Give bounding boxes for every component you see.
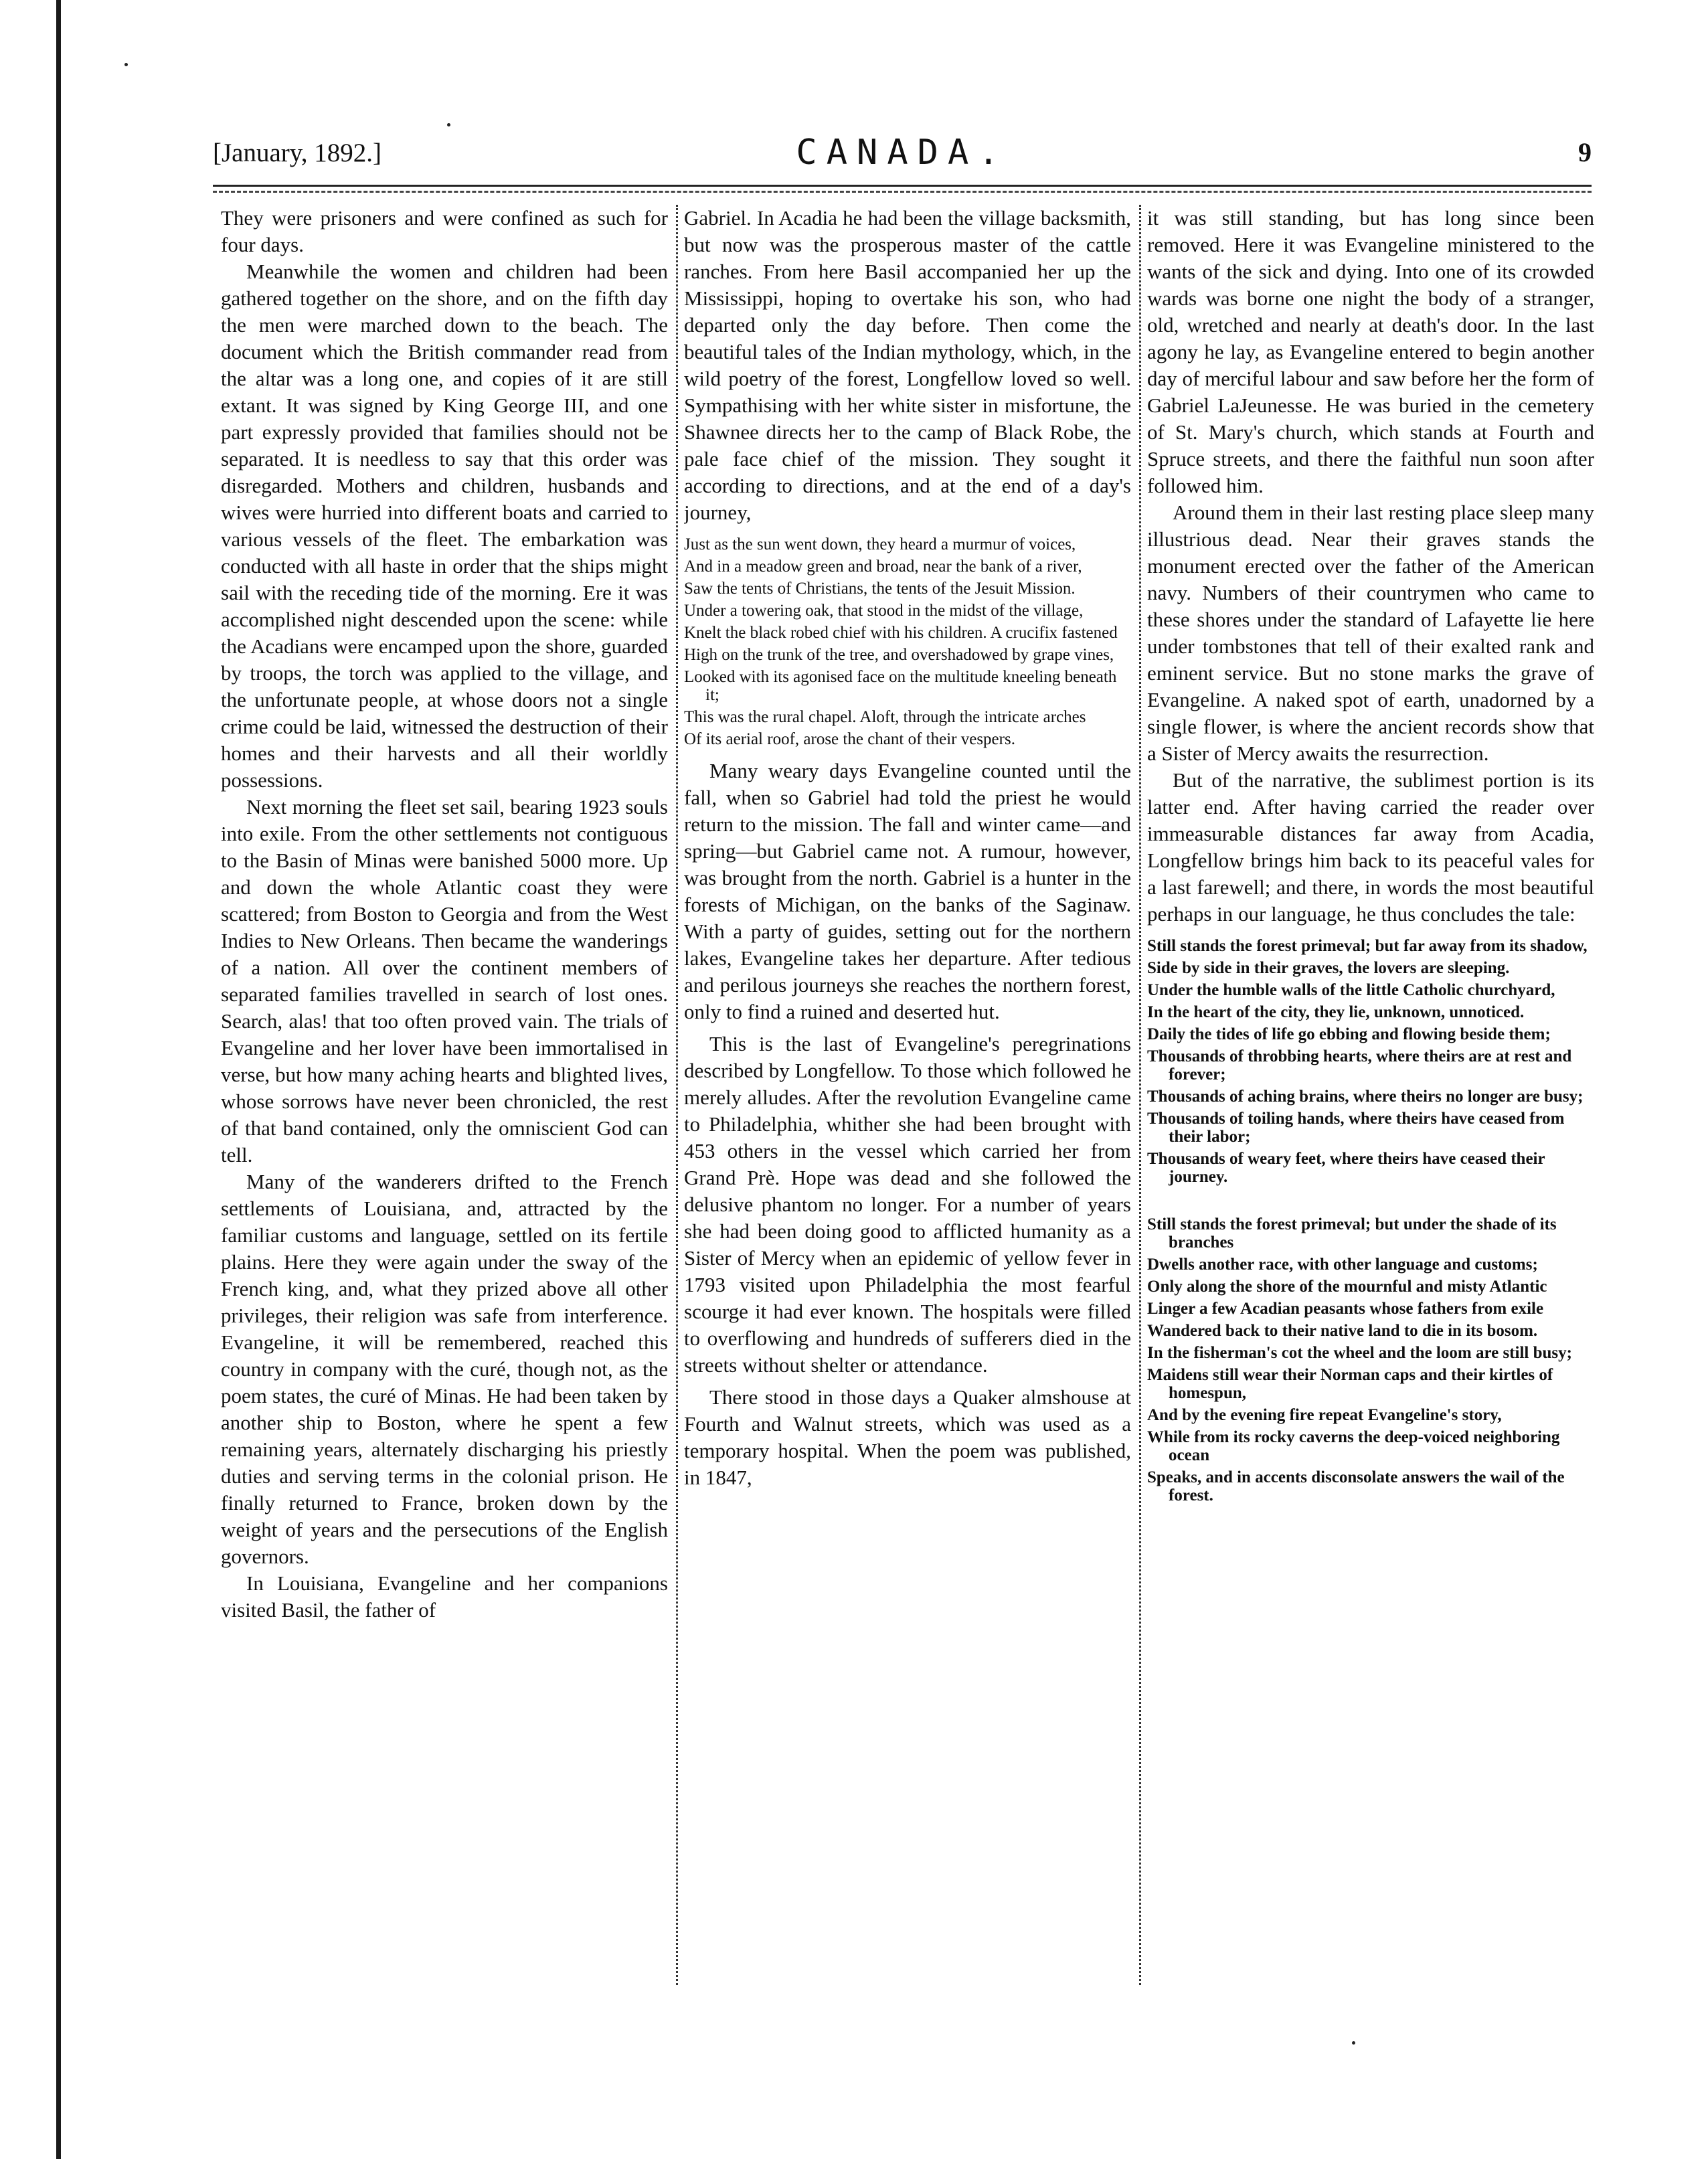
verse-line: And in a meadow green and broad, near the bank of a river,	[684, 557, 1082, 576]
scan-speck	[124, 63, 128, 66]
verse-line: Speaks, and in accents disconsolate answers the wail of the forest.	[1147, 1468, 1565, 1504]
article-paragraph: In Louisiana, Evangeline and her companions visited Basil, the father of	[221, 1571, 668, 1622]
article-paragraph: Many weary days Evangeline counted until the fall, when so Gabriel had told the priest he would return to the mission. The fall and winter came—and spring—but Gabriel came not. A rumour, however, was brought from the north. Gabriel is a hunter in the forests of Michigan, on the banks of the Saginaw. With a party of guides, setting out for the northern lakes, Evangeline takes her departure. After tedious and perilous journeys she reaches the northern forest, only to find a ruined and deserted hut.	[684, 759, 1131, 1023]
article-paragraph: But of the narrative, the sublimest portion is its latter end. After having carried the reader over immeasurable distances far away from Acadia, Longfellow brings him back to its peaceful vales for a last farewell; and there, in words the most beautiful perhaps in our language, he thus concludes the tale:	[1147, 768, 1594, 926]
verse-line: Still stands the forest primeval; but under the shade of its branches	[1147, 1215, 1557, 1251]
article-paragraph: Meanwhile the women and children had been gathered together on the shore, and on the fifth day the men were marched down to the beach. The document which the British commander read from the altar was a long one, and copies of it are still extant. It was signed by King George III, and one part expressly provided that families should not be separated. It is needless to say that this order was disregarded. Mothers and children, husbands and wives were hurried into different boats and carried to various vessels of the fleet. The embarkation was conducted with all haste in order that the ships might sail with the receding tide of the morning. Ere it was accomplished night descended upon the scene: while the Acadians were encamped upon the shore, guarded by troops, the torch was applied to the village, and the unfortunate people, at whose doors not a single crime could be laid, witnessed the destruction of their homes and their harvests and all their worldly possessions.	[221, 260, 668, 792]
verse-line: Under the humble walls of the little Catholic churchyard,	[1147, 981, 1555, 999]
verse-line: Thousands of throbbing hearts, where theirs are at rest and forever;	[1147, 1047, 1572, 1084]
column-2	[684, 205, 1131, 1985]
verse-line: Linger a few Acadian peasants whose fathers from exile	[1147, 1300, 1544, 1318]
header-rule-dashed	[213, 191, 1592, 193]
verse-line: In the heart of the city, they lie, unknown, unnoticed.	[1147, 1003, 1525, 1021]
verse-line: Maidens still wear their Norman caps and their kirtles of homespun,	[1147, 1366, 1553, 1402]
article-paragraph: There stood in those days a Quaker almshouse at Fourth and Walnut streets, which was used as a temporary hospital. When the poem was published, in 1847,	[684, 1385, 1131, 1489]
verse-quotation	[684, 535, 1131, 748]
verse-quotation	[1147, 937, 1594, 1186]
verse-line: Daily the tides of life go ebbing and flowing beside them;	[1147, 1025, 1551, 1043]
verse-line: Side by side in their graves, the lovers are sleeping.	[1147, 959, 1510, 977]
scan-speck	[447, 123, 450, 126]
article-paragraph: Next morning the fleet set sail, bearing 1923 souls into exile. From the other settlements not contiguous to the Basin of Minas were banished 5000 more. Up and down the whole Atlantic coast they were scattered; from Boston to Georgia and from the West Indies to New Orleans. Then became the wanderings of a nation. All over the continent members of separated families travelled in search of lost ones. Search, alas! that too often proved vain. The trials of Evangeline and her lover have been immortalised in verse, but how many aching hearts and blighted lives, whose sorrows have never been chronicled, the rest of that band contained, only the omniscient God can tell.	[221, 795, 668, 1167]
article-paragraph: Around them in their last resting place sleep many illustrious dead. Near their graves stands the monument erected over the father of the American navy. Numbers of their countrymen who came to these shores under the standard of Lafayette lie here under tombstones that tell of their exalted rank and eminent service. But no stone marks the grave of Evangeline. A naked spot of earth, unadorned by a single flower, is where the ancient records show that a Sister of Mercy awaits the resurrection.	[1147, 501, 1594, 765]
verse-line: Dwells another race, with other language and customs;	[1147, 1256, 1538, 1274]
verse-line: High on the trunk of the tree, and overshadowed by grape vines,	[684, 646, 1114, 664]
column-separator	[1139, 205, 1141, 1985]
column-separator	[676, 205, 678, 1985]
column-1	[221, 205, 668, 1985]
verse-line: Of its aerial roof, arose the chant of their vespers.	[684, 730, 1015, 748]
article-paragraph: it was still standing, but has long since been removed. Here it was Evangeline ministered to the wants of the sick and dying. Into one of its crowded wards was borne one night the body of a stranger, old, wretched and nearly at death's door. In the last agony he lay, as Evangeline entered to begin another day of merciful labour and saw before her the form of Gabriel LaJeunesse. He was buried in the cemetery of St. Mary's church, which stands at Fourth and Spruce streets, and there the faithful nun soon after followed him.	[1147, 206, 1594, 497]
verse-line: In the fisherman's cot the wheel and the loom are still busy;	[1147, 1344, 1572, 1362]
verse-line: Just as the sun went down, they heard a murmur of voices,	[684, 535, 1076, 553]
verse-line: Only along the shore of the mournful and misty Atlantic	[1147, 1278, 1547, 1296]
verse-line: Still stands the forest primeval; but far away from its shadow,	[1147, 937, 1588, 955]
issue-date: [January, 1892.]	[213, 139, 381, 167]
verse-line: And by the evening fire repeat Evangeline's story,	[1147, 1406, 1502, 1424]
verse-line: Saw the tents of Christians, the tents of the Jesuit Mission.	[684, 580, 1076, 598]
verse-line: Thousands of weary feet, where theirs have ceased their journey.	[1147, 1150, 1545, 1186]
article-paragraph: Many of the wanderers drifted to the French settlements of Louisiana, and, attracted by the familiar customs and language, settled on its fertile plains. Here they were again under the sway of the French king, and, what they prized above all other privileges, their religion was safe from interference. Evangeline, it will be remembered, reached this country in company with the curé, though not, as the poem states, the curé of Minas. He had been taken by another ship to Boston, where he spent a few remaining years, alternately discharging his priestly duties and serving terms in the colonial prison. He finally returned to France, broken down by the weight of years and the persecutions of the English governors.	[221, 1170, 668, 1568]
column-3	[1147, 205, 1594, 1985]
verse-quotation	[1147, 1215, 1594, 1504]
verse-line: Thousands of toiling hands, where theirs have ceased from their labor;	[1147, 1110, 1565, 1146]
verse-line: Knelt the black robed chief with his children. A crucifix fastened	[684, 624, 1118, 642]
verse-line: While from its rocky caverns the deep-voiced neighboring ocean	[1147, 1428, 1560, 1464]
verse-line: Wandered back to their native land to die in its bosom.	[1147, 1322, 1538, 1340]
page-header	[213, 133, 1592, 182]
article-paragraph: This is the last of Evangeline's peregrinations described by Longfellow. To those which followed he merely alludes. After the revolution Evangeline came to Philadelphia, whither she had been brought with 453 others in the vessel which carried her from Grand Prè. Hope was dead and she followed the delusive phantom no longer. For a number of years she had been doing good to afflicted humanity as a Sister of Mercy when an epidemic of yellow fever in 1793 visited upon Philadelphia the most fearful scourge it had ever known. The hospitals were filled to overflowing and hundreds of sufferers died in the streets without shelter or attendance.	[684, 1032, 1131, 1377]
scan-speck	[1352, 2041, 1355, 2045]
journal-title: CANADA.	[796, 133, 1009, 173]
header-rule	[213, 185, 1592, 187]
verse-line: Under a towering oak, that stood in the midst of the village,	[684, 602, 1084, 620]
stanza-break	[1147, 1195, 1594, 1206]
binding-edge-rule	[56, 0, 61, 2159]
verse-line: Looked with its agonised face on the multitude kneeling beneath it;	[684, 668, 1117, 704]
article-paragraph: Gabriel. In Acadia he had been the village backsmith, but now was the prosperous master of the cattle ranches. From here Basil accompanied her up the Mississippi, hoping to overtake his son, who had departed only the day before. Then come the beautiful tales of the Indian mythology, which, in the wild poetry of the forest, Longfellow loved so well. Sympathising with her white sister in misfortune, the Shawnee directs her to the camp of Black Robe, the pale face chief of the mission. They sought it according to directions, and at the end of a day's journey,	[684, 206, 1131, 524]
article-paragraph: They were prisoners and were confined as such for four days.	[221, 206, 668, 256]
verse-line: Thousands of aching brains, where theirs no longer are busy;	[1147, 1088, 1584, 1106]
page-number: 9	[1578, 137, 1592, 167]
verse-line: This was the rural chapel. Aloft, through the intricate arches	[684, 708, 1086, 726]
